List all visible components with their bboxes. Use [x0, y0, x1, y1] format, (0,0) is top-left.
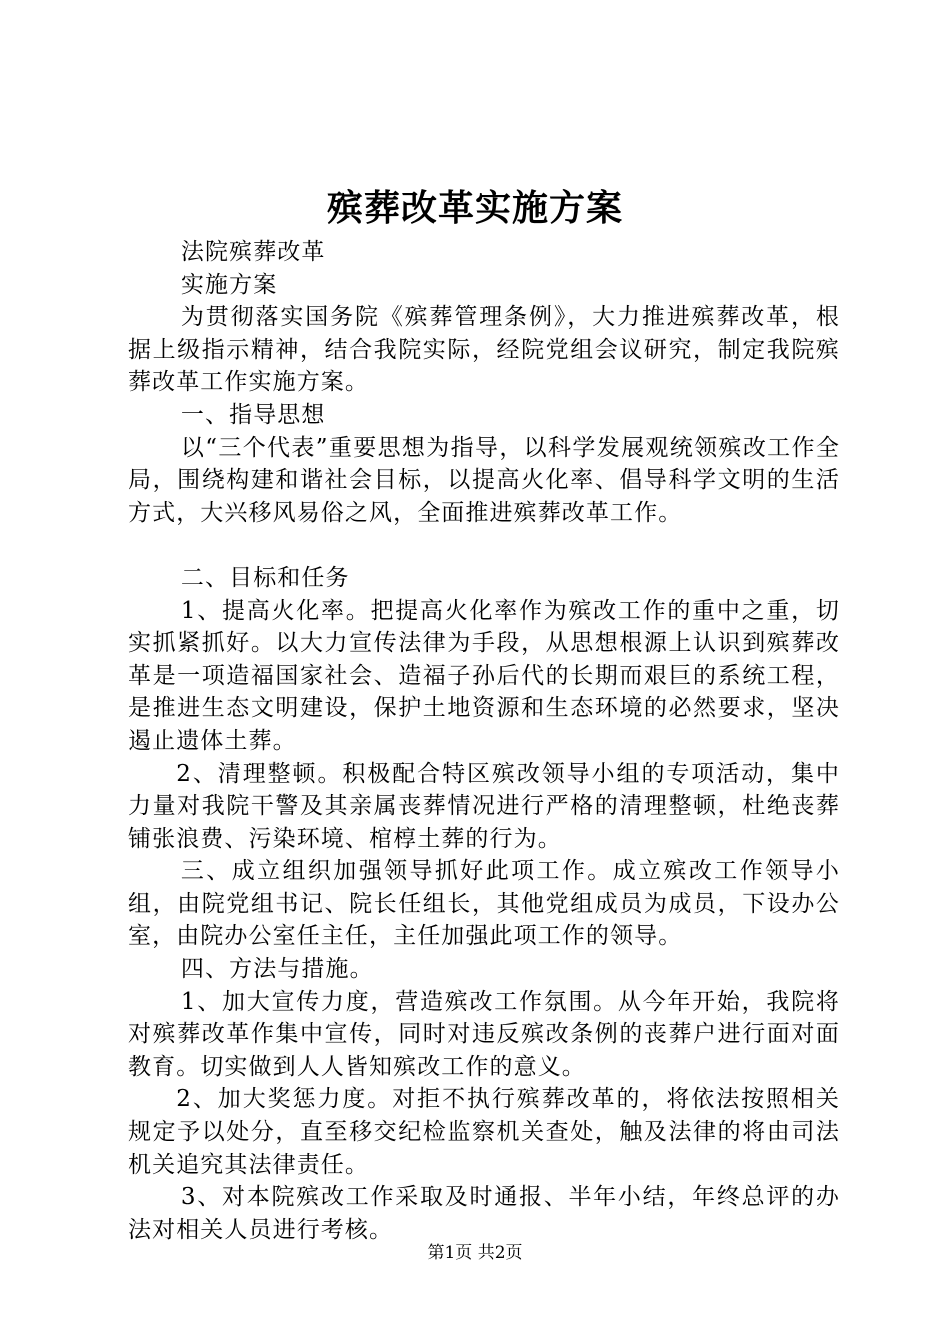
paragraph: 2、加大奖惩力度。对拒不执行殡葬改革的，将依法按照相关规定予以处分，直至移交纪检监察机关查处，触及法律的将由司法机关追究其法律责任。 — [128, 1086, 840, 1178]
page-number-footer: 第1页 共2页 — [427, 1243, 523, 1263]
paragraph: 实施方案 — [180, 271, 278, 298]
paragraph: 2、清理整顿。积极配合特区殡改领导小组的专项活动，集中力量对我院干警及其亲属丧葬情况进行严格的清理整顿，杜绝丧葬铺张浪费、污染环境、棺椁土葬的行为。 — [128, 760, 840, 852]
section-heading: 一、指导思想 — [180, 401, 326, 428]
section-heading: 二、目标和任务 — [180, 564, 350, 591]
paragraph: 1、提高火化率。把提高火化率作为殡改工作的重中之重，切实抓紧抓好。以大力宣传法律为手段，从思想根源上认识到殡葬改革是一项造福国家社会、造福子孙后代的长期而艰巨的系统工程，是推进生态文明建设，保护土地资源和生态环境的必然要求，坚决遏止遗体土葬。 — [128, 597, 840, 754]
paragraph: 以“三个代表”重要思想为指导，以科学发展观统领殡改工作全局，围绕构建和谐社会目标，以提高火化率、倡导科学文明的生活方式，大兴移风易俗之风，全面推进殡葬改革工作。 — [128, 434, 840, 526]
paragraph: 1、加大宣传力度，营造殡改工作氛围。从今年开始，我院将对殡葬改革作集中宣传，同时对违反殡改条例的丧葬户进行面对面教育。切实做到人人皆知殡改工作的意义。 — [128, 988, 840, 1080]
blank-line — [128, 529, 840, 562]
document-title: 殡葬改革实施方案 — [326, 187, 623, 229]
paragraph: 三、成立组织加强领导抓好此项工作。成立殡改工作领导小组，由院党组书记、院长任组长，其他党组成员为成员，下设办公室，由院办公室任主任，主任加强此项工作的领导。 — [128, 858, 840, 950]
paragraph: 3、对本院殡改工作采取及时通报、半年小结，年终总评的办法对相关人员进行考核。 — [128, 1184, 840, 1243]
paragraph: 法院殡葬改革 — [180, 239, 326, 265]
section-heading: 四、方法与措施。 — [180, 956, 374, 983]
paragraph: 为贯彻落实国务院《殡葬管理条例》，大力推进殡葬改革，根据上级指示精神，结合我院实际，经院党组会议研究，制定我院殡葬改革工作实施方案。 — [128, 304, 840, 396]
document-body — [128, 236, 840, 1246]
